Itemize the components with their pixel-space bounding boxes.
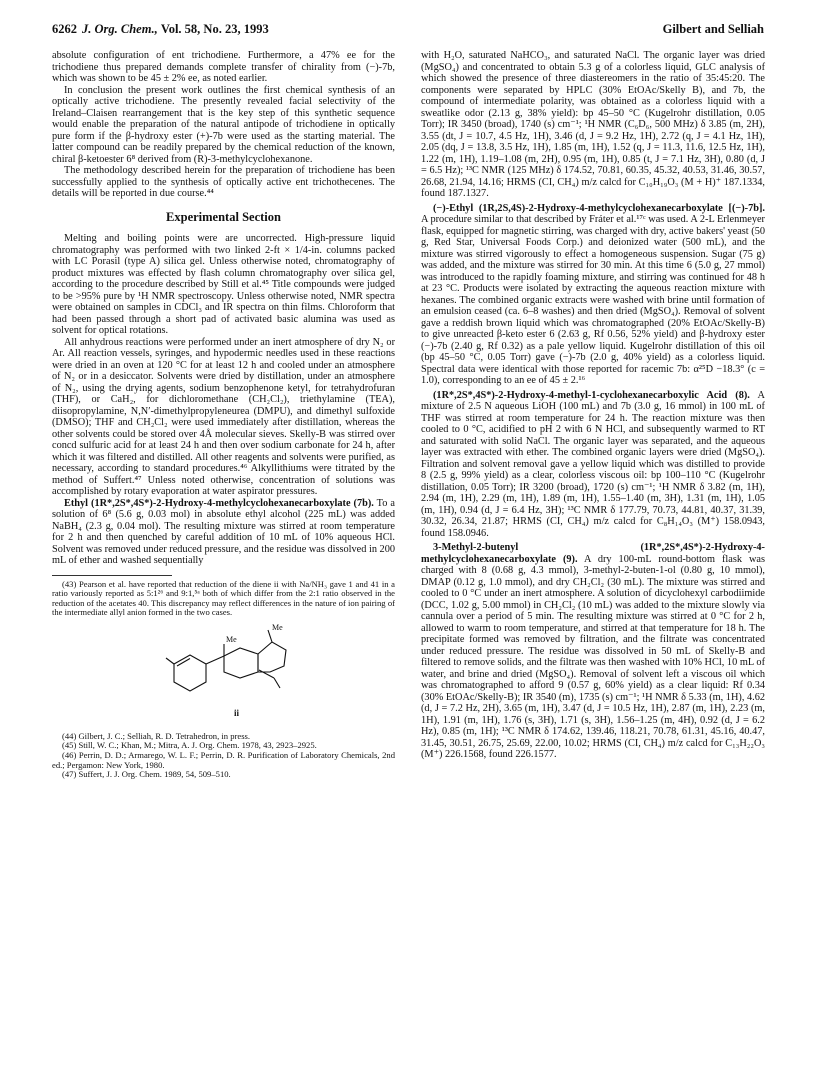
paragraph: In conclusion the present work outlines the first chemical synthesis of an optically active trichodiene. The presently revealed facial selectivity of the Ireland–Claisen rearrangement that is the key step of this synthetic sequence would enable the preparation of the natural antipode of trichodiene in optically pure form if the β-hydroxy ester (+)-7b were used as the starting material. The latter compound can be readily prepared by the chemical reduction of the known, chiral β-ketoester 6⁸ derived from (R)-3-methylcyclohexanone.: [52, 84, 395, 165]
paragraph: with H₂O, saturated NaHCO₃, and saturated NaCl. The organic layer was dried (MgSO₄) and concentrated to obtain 5.3 g of a colorless liquid, GLC analysis of which showed the presence of three diastereomers in the ratio of 35:45:20. The components were separated by HPLC (30% EtOAc/Skelly B), and 7b, the compound of intermediate polarity, was obtained as a colorless liquid with a sweatlike odor (2.13 g, 38% yield): bp 45–50 °C (Kugelrohr distillation, 0.05 Torr); IR 3450 (broad), 1740 (s) cm⁻¹; ¹H NMR (C₆D₆, 500 MHz) δ 3.85 (m, 2H), 3.55 (dt, J = 10.7, 4.5 Hz, 1H), 3.46 (d, J = 9.2 Hz, 1H), 2.72 (q, J = 4.1 Hz, 1H), 2.05 (dq, J = 13.8, 3.5 Hz, 1H), 1.85 (m, 1H), 1.52 (q, J = 11.3, 11.6, 12.5 Hz, 1H), 1.22 (m, 1H), 1.19–1.08 (m, 2H), 0.95 (m, 1H), 0.85 (t, J = 7.1 Hz, 3H), 0.80 (d, J = 6.5 Hz); ¹³C NMR (125 MHz) δ 174.52, 70.81, 60.35, 45.32, 40.53, 31.46, 30.57, 26.68, 21.94, 14.16; HRMS (CI, CH₄) m/z calcd for C₁₀H₁₉O₃ (M + H)⁺ 187.1334, found 187.1327.: [421, 50, 765, 199]
footnotes-top: [52, 580, 395, 618]
footnote-45: (45) Still, W. C.; Khan, M.; Mitra, A. J. Org. Chem. 1978, 43, 2923–2925.: [62, 740, 317, 751]
paragraph: absolute configuration of ent trichodiene. Furthermore, a 47% ee for the trichodiene thus prepared demands complete transfer of chirality from (−)-7b, which was shown to be 45 ± 2% ee, as noted earlier.: [52, 50, 395, 84]
paragraph: The methodology described herein for the preparation of trichodiene has been successfully applied to the synthesis of optically active ent trichothecenes. The details will be reported in due course.⁴⁴: [52, 165, 395, 199]
methyl-label: Me: [226, 634, 237, 644]
right-column: [421, 50, 765, 761]
compound-title: (1R*,2S*,4S*)-2-Hydroxy-4-methyl-1-cyclohexanecarboxylic Acid (8).: [433, 389, 750, 401]
paragraph: (1R*,2S*,4S*)-2-Hydroxy-4-methyl-1-cyclohexanecarboxylic Acid (8). A mixture of 2.5 N aqueous LiOH (100 mL) and 7b (3.0 g, 16 mmol) in 100 mL of THF was stirred at room temperature for 24 h. The reaction mixture was then cooled to 0 °C, acidified to pH 2 with 6 N HCl, and subsequently warmed to RT and saturated with solid NaCl. The organic layer was separated, and the aqueous layer was extracted with ether. The combined organic layers were dried (MgSO₄). Filtration and solvent removal gave a yellow liquid which was distilled to provide 8 (2.5 g, 99% yield) as a clear, colorless viscous oil: bp 100–110 °C (Kugelrohr distillation, 0.05 Torr); IR 3200 (broad), 1720 (s) cm⁻¹; ¹H NMR δ 3.82 (m, 1H), 2.94 (m, 1H), 2.29 (m, 1H), 1.89 (m, 1H), 1.55–1.40 (m, 3H), 1.31 (m, 1H), 1.05 (m, 1H), 0.94 (d, J = 6.4 Hz, 3H); ¹³C NMR δ 177.79, 70.73, 44.81, 40.37, 31.39, 30.32, 26.34, 21.87; HRMS (CI, CH₄) m/z calcd for C₈H₁₄O₃ (M⁺) 158.0943, found 158.0946.: [421, 389, 765, 539]
footnote-rule: [52, 575, 172, 576]
paragraph: All anhydrous reactions were performed under an inert atmosphere of dry N₂ or Ar. All reaction vessels, syringes, and hypodermic needles used in these reactions were dried in an oven at 120 °C for at least 12 h and cooled under an atmosphere of N₂ or in a desiccator. Solvents were dried by distillation, under an atmosphere of N₂, using the drying agents, sodium benzophenone ketyl, for tetrahydrofuran (THF), or CaH₂, for dichloromethane (CH₂Cl₂), triethylamine (TEA), diisopropylamine, N,N′-dimethylpropyleneurea (DMPU), and dimethyl sulfoxide (DMSO); THF and CH₂Cl₂ were used immediately after distillation, whereas the other solvents could be stored over 4Å molecular sieves. Skelly-B was stirred over concd sulfuric acid for at least 24 h and then over sodium carbonate for 24 h, after which it was filtered and distilled. All other reagents and solvents were purified, as necessary, according to standard procedures.⁴⁶ Alkyllithiums were titrated by the method of Suffert.⁴⁷ Unless noted otherwise, concentration of solutions was accomplished by rotary evaporation at water aspirator pressures.: [52, 336, 395, 497]
footnotes-bottom: [52, 732, 395, 780]
paragraph: 3-Methyl-2-butenyl (1R*,2S*,4S*)-2-Hydroxy-4-methylcyclohexanecarboxylate (9). A dry 100-mL round-bottom flask was charged with 8 (0.68 g, 4.3 mmol), 3-methyl-2-buten-1-ol (0.80 g, 10 mmol), DMAP (0.12 g, 1.0 mmol), and dry CH₂Cl₂ (30 mL). The mixture was stirred and cooled to 0 °C under an inert atmosphere. A solution of dicyclohexyl carbodiimide (DCC, 1.02 g, 5.00 mmol) in CH₂Cl₂ (10 mL) was added to the mixture slowly via cannula over a period of 5 min. The resulting mixture was stirred at 0 °C for 2 h, allowed to warm to room temperature, and stirred at that temperature for 18 h. The precipitate formed was removed by filtration, and the filtrate was concentrated under reduced pressure. The residue was dissolved in 50 mL of Skelly-B and filtered to remove solids, and the filtrate was then washed with 10% HCl, 10 mL of water, and brine and dried (MgSO₄). Removal of solvent left a viscous oil which was chromatographed to afford 9 (0.57 g, 60% yield) as a clear liquid: Rf 0.34 (30% EtOAc/Skelly-B); IR 3540 (m), 1735 (s) cm⁻¹; ¹H NMR δ 5.33 (m, 1H), 4.62 (d, J = 7.2 Hz, 2H), 3.65 (m, 1H), 3.47 (d, J = 10.5 Hz, 1H), 2.87 (m, 1H), 2.23 (m, 1H), 1.91 (m, 1H), 1.76 (s, 3H), 1.71 (s, 3H), 1.56–1.25 (m, 4H), 0.92 (d, J = 6.2 Hz), 0.85 (m, 1H); ¹³C NMR δ 174.62, 139.46, 118.21, 70.78, 61.31, 45.16, 40.47, 31.45, 30.51, 26.75, 25.69, 22.00, 10.02; HRMS (CI, CH₄) m/z calcd for C₁₃H₂₂O₃ (M⁺) 226.1568, found 226.1577.: [421, 542, 765, 760]
footnote-47: (47) Suffert, J. J. Org. Chem. 1989, 54, 509–510.: [62, 769, 231, 780]
paragraph: (−)-Ethyl (1R,2S,4S)-2-Hydroxy-4-methylcyclohexanecarboxylate [(−)-7b]. A procedure similar to that described by Fráter et al.¹⁷ᶜ was used. A 2-L Erlenmeyer flask, equipped for magnetic stirring, was charged with dry, active bakers' yeast (50 g, Red Star, Universal Foods Corp.) and deionized water (500 mL), and the mixture was stirred vigorously to effect a homogeneous suspension. Sugar (75 g) was added, and the mixture was stirred for 30 min. At this time 6 (5.0 g, 27 mmol) was introduced to the rapidly foaming mixture, and stirring was continued for 48 h at 23 °C. Products were isolated by extracting the aqueous reaction mixture with hexanes. The combined organic extracts were washed with brine until formation of an emulsion ceased (ca. 6–8 washes) and then dried (MgSO₄). Removal of solvent gave a reddish brown liquid which was chromatographed (20% EtOAc/Skelly-B) to give unreacted β-keto ester 6 (2.63 g, Rf 0.56, 52% yield) and β-hydroxy ester (−)-7b (2.40 g, Rf 0.32) as a pale yellow liquid. Kugelrohr distillation of this oil (bp 45–50 °C, 0.05 Torr) gave (−)-7b (2.0 g, 40% yield) as a colorless liquid. Spectral data were identical with those reported for racemic 7b: α²⁵D −18.3° (c = 1.0), corresponding to an ee of 45 ± 2.¹⁶: [421, 202, 765, 386]
page-header: [52, 22, 764, 40]
left-column: [52, 50, 395, 780]
diene-structure-drawing: [160, 622, 300, 710]
paragraph: Melting and boiling points were are uncorrected. High-pressure liquid chromatography was performed with two linked 2-ft × 1/4-in. columns packed with LC Porasil (type A) silica gel. Unless otherwise noted, chromatography of product mixtures was effected by flash column chromatography over silica gel, according to the procedure described by Still et al.⁴⁵ Title compounds were judged to be >95% pure by ¹H NMR spectroscopy. Unless otherwise noted, NMR spectra were obtained on samples in CDCl₃ and IR spectra on thin films. Chloroform that had been passed through a short pad of activated basic alumina was used as solvent for optical rotations.: [52, 233, 395, 336]
volume-info: Vol. 58, No. 23, 1993: [160, 22, 269, 36]
paragraph: Ethyl (1R*,2S*,4S*)-2-Hydroxy-4-methylcyclohexanecarboxylate (7b). To a solution of 6⁸ (5.6 g, 0.03 mol) in absolute ethyl alcohol (225 mL) was added NaBH₄ (2.3 g, 0.04 mol). The resulting mixture was stirred at room temperature for 2 h and then quenched by careful addition of 10 mL of 10% aqueous HCl. Solvent was removed under reduced pressure, and the residue was dissolved in 200 mL of ether and washed sequentially: [52, 497, 395, 566]
section-heading: Experimental Section: [166, 209, 281, 224]
compound-title: (−)-Ethyl (1R,2S,4S)-2-Hydroxy-4-methylcyclohexanecarboxylate [(−)-7b].: [433, 202, 765, 214]
journal-citation: J. Org. Chem., Vol. 58, No. 23, 1993: [82, 22, 269, 36]
methyl-label: Me: [272, 622, 283, 632]
running-authors: Gilbert and Selliah: [662, 22, 764, 36]
footnote-43: (43) Pearson et al. have reported that reduction of the diene ii with Na/NH₃ gave 1 and 41 in a ratio variously reported as 5:1²⁶ and 9:1,⁵ᵃ both of which differ from the 2:1 ratio observed in the reduction of the acetates 40. This discrepancy may reflect differences in the nature of ion pairing of the intermediate allyl anion formed in the two cases.: [52, 578, 395, 618]
footnote-44: (44) Gilbert, J. C.; Selliah, R. D. Tetrahedron, in press.: [62, 730, 251, 741]
structure-figure: [52, 622, 395, 726]
figure-label: ii: [234, 707, 240, 718]
footnote-46: (46) Perrin, D. D.; Armarego, W. L. F.; Perrin, D. R. Purification of Laboratory Chemicals, 2nd ed.; Pergamon: New York, 1980.: [52, 750, 395, 770]
compound-title: Ethyl (1R*,2S*,4S*)-2-Hydroxy-4-methylcyclohexanecarboxylate (7b).: [64, 497, 374, 509]
compound-title: 3-Methyl-2-butenyl (1R*,2S*,4S*)-2-Hydroxy-4-methylcyclohexanecarboxylate (9).: [421, 542, 765, 565]
page-number: 6262: [52, 22, 77, 36]
